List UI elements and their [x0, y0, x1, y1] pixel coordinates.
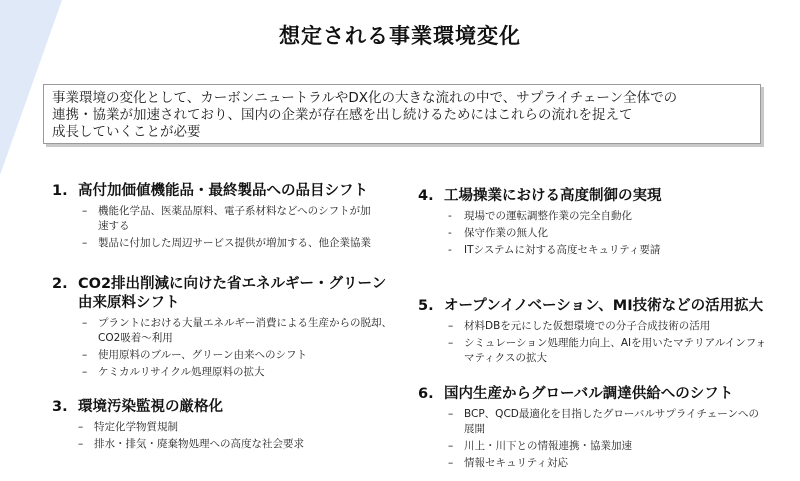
bullet-list [78, 204, 371, 251]
bullet-text [98, 348, 307, 363]
summary-line: 成長していくことが必要 [52, 124, 201, 140]
section-pollution-monitoring [52, 398, 304, 454]
bullet-text-line: ケミカルリサイクル処理原料の拡大 [98, 366, 265, 378]
bullet-mark: – [78, 421, 84, 433]
page-title: 想定される事業環境変化 [279, 24, 521, 48]
list-item [78, 236, 371, 251]
section-number: 4. [418, 188, 434, 204]
bullet-text-line: 製品に付加した周辺サービス提供が増加する、他企業協業 [98, 237, 371, 249]
section-heading [52, 182, 371, 201]
bullet-text-line: 材料DBを元にした仮想環境での分子合成技術の活用 [464, 320, 711, 332]
bullet-mark: – [82, 366, 88, 378]
bullet-text [464, 319, 710, 334]
bullet-text-line: 川上・川下との情報連携・協業加速 [464, 440, 632, 452]
bullet-mark: – [82, 237, 88, 249]
section-co2-reduction [52, 275, 392, 382]
bullet-text-line: CO2吸着～利用 [98, 332, 173, 344]
section-number: 2. [52, 276, 68, 292]
bullet-text-line: 現場での運転調整作業の完全自動化 [464, 210, 632, 222]
bullet-text [464, 439, 632, 454]
section-factory-control [418, 187, 662, 260]
bullet-text [464, 456, 568, 471]
list-item [444, 456, 759, 471]
bullet-text-line: 情報セキュリティ対応 [464, 457, 568, 469]
section-title [78, 182, 368, 201]
section-title-line: 高付加価値機能品・最終製品への品目シフト [78, 183, 368, 199]
section-number: 5. [418, 298, 434, 314]
section-open-innovation [418, 297, 766, 368]
list-item [78, 204, 371, 234]
bullet-mark: – [82, 317, 88, 329]
bullet-text-line: BCP、QCD最適化を目指したグローバルサプライチェーンへの [464, 408, 759, 420]
section-heading [52, 275, 392, 313]
bullet-text-line: 速する [98, 220, 130, 232]
bullet-text-line: マティクスの拡大 [464, 352, 548, 364]
bullet-mark: – [448, 457, 454, 469]
bullet-mark: – [448, 440, 454, 452]
bullet-text [98, 365, 265, 380]
section-title [444, 297, 763, 316]
bullet-text [464, 407, 759, 437]
section-title-line: オープンイノベーション、MI技術などの活用拡大 [444, 298, 764, 314]
bullet-text-line: 特定化学物質規制 [94, 421, 178, 433]
section-heading [418, 187, 662, 206]
section-global-supply [418, 385, 759, 473]
section-title [444, 385, 733, 404]
section-title-line: 環境汚染監視の厳格化 [78, 399, 223, 415]
section-title-line: 工場操業における高度制御の実現 [444, 188, 662, 204]
bullet-text [464, 336, 766, 366]
bullet-text [464, 209, 632, 224]
list-item [444, 243, 662, 258]
bullet-list [444, 209, 662, 258]
bullet-mark: – [78, 438, 84, 450]
bullet-text [94, 420, 178, 435]
bullet-text [98, 204, 371, 234]
bullet-mark: – [448, 320, 454, 332]
section-heading [418, 297, 766, 316]
list-item [444, 226, 662, 241]
bullet-list [78, 420, 304, 452]
bullet-mark: – [448, 408, 454, 420]
bullet-text-line: 展開 [464, 423, 485, 435]
bullet-mark: – [448, 337, 454, 349]
summary-line: 事業環境の変化として、カーボンニュートラルやDX化の大きな流れの中で、サプライチェーン全体での [52, 90, 678, 106]
section-heading [418, 385, 759, 404]
bullet-text [98, 236, 371, 251]
bullet-list [444, 407, 759, 471]
section-heading [52, 398, 304, 417]
summary-box [43, 84, 761, 144]
section-number: 3. [52, 399, 68, 415]
bullet-text-line: プラントにおける大量エネルギー消費による生産からの脱却、 [98, 317, 392, 329]
section-number: 1. [52, 183, 68, 199]
bullet-text-line: 機能化学品、医薬品原料、電子系材料などへのシフトが加 [98, 205, 371, 217]
bullet-text-line: 保守作業の無人化 [464, 227, 548, 239]
list-item [444, 407, 759, 437]
list-item [444, 209, 662, 224]
section-title-line: 由来原料シフト [78, 295, 180, 311]
bullet-mark: - [448, 210, 452, 222]
section-title [444, 187, 662, 206]
list-item [78, 420, 304, 435]
bullet-list [444, 319, 766, 366]
bullet-mark: – [82, 349, 88, 361]
bullet-text-line: 排水・排気・廃棄物処理への高度な社会要求 [94, 438, 304, 450]
bullet-text-line: シミュレーション処理能力向上、AIを用いたマテリアルインフォ [464, 337, 767, 349]
bullet-mark: - [448, 227, 452, 239]
bullet-list [78, 316, 392, 380]
list-item [444, 319, 766, 334]
bullet-text-line: 使用原料のブルー、グリーン由来へのシフト [98, 349, 307, 361]
bullet-text-line: ITシステムに対する高度セキュリティ要請 [464, 244, 661, 256]
bullet-text [98, 316, 392, 346]
list-item [78, 316, 392, 346]
summary-line: 連携・協業が加速されており、国内の企業が存在感を出し続けるためにはこれらの流れを捉えて [52, 107, 633, 123]
section-number: 6. [418, 386, 434, 402]
section-high-value-products [52, 182, 371, 253]
section-title [78, 275, 386, 313]
list-item [78, 437, 304, 452]
bullet-mark: - [448, 244, 452, 256]
list-item [444, 439, 759, 454]
bullet-mark: – [82, 205, 88, 217]
section-title-line: 国内生産からグローバル調達供給へのシフト [444, 386, 734, 402]
bullet-text [94, 437, 304, 452]
bullet-text [464, 226, 548, 241]
list-item [444, 336, 766, 366]
section-title-line: CO2排出削減に向けた省エネルギー・グリーン [78, 276, 387, 292]
list-item [78, 348, 392, 363]
bullet-text [464, 243, 660, 258]
section-title [78, 398, 223, 417]
list-item [78, 365, 392, 380]
